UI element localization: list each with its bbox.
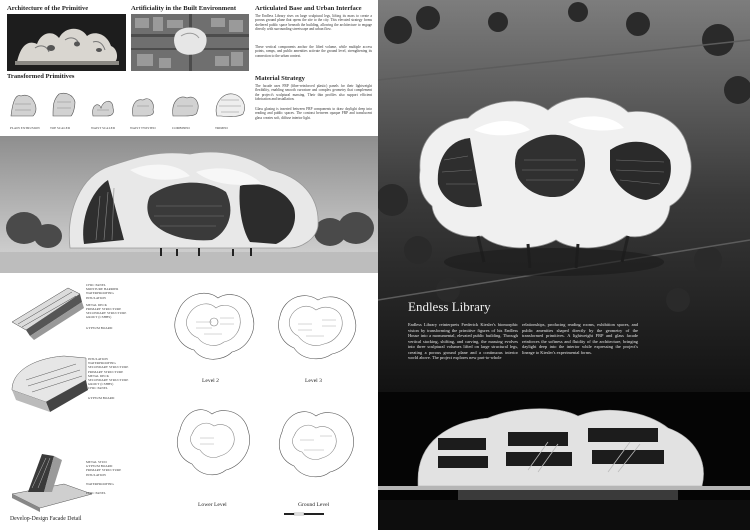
detail-1-label: METAL DECK [86, 302, 108, 307]
detail-3-label: PRIMARY STRUCTURE [86, 468, 122, 473]
primitive-photo [7, 14, 126, 71]
detail-1-labels [86, 283, 134, 330]
project-description-2: relationships, producing reading rooms, exhibition spaces, and public amenities shaped directly by the geometry of the transformed primitives. A lightweight FRP and glass facade reinforces the softness and fluidity of the architecture, bringing daylight deep into the interior while expressing the project's lineage to Kiesler's experimental forms. [522, 322, 638, 355]
detail-3-labels [86, 460, 134, 495]
detail-1-label: WATERPROOFING [86, 291, 114, 296]
detail-3-label: GYPSUM BOARD [86, 464, 113, 469]
detail-2-label: GYPSUM BOARD [88, 395, 115, 400]
plan-level-3 [270, 286, 364, 366]
material-text-1: The facade uses FRP (fiber-reinforced plastic) panels for their lightweight flexibility, enabling smooth curvature and complex geometry that complement the project's sculptural massing. Their thin profiles also support efficient fabrication and installation. [255, 84, 372, 102]
detail-2-label: WATERPROOFING [88, 361, 116, 366]
detail-2-label: PRIMARY STRUCTURE [88, 369, 124, 374]
project-title: Endless Library [408, 299, 491, 314]
detail-3-label: WATERPROOFING [86, 481, 114, 486]
project-description-1: Endless Library reinterprets Frederick Kiesler's biomorphic vision by transforming the primitive figures of his Endless House into a monumental, elevated public building. Through vertical stacking, shifting, and carving, the massing evolves into three sculptural volumes lifted on large structural legs, creating a porous ground plane and a continuous interior world above. The project explores new part-to-whole [408, 322, 518, 360]
primitive-label-4: WAIST TWISTED [130, 126, 156, 130]
articulated-text-1: The Endless Library rises on large sculptural legs, lifting its mass to create a porous ground plane that opens the site to the city. This elevated strategy forms sheltered public space beneath the building, allowing the architecture to engage directly with surrounding streetscape and urban flow. [255, 14, 372, 32]
detail-3-label: INSULATION [86, 472, 106, 477]
heading-articulated: Articulated Base and Urban Interface [255, 5, 362, 12]
detail-1-label: GROUT (CSHHS) [86, 315, 112, 320]
detail-2-label: CFRC PANEL [88, 386, 108, 391]
label-level-2: Level 2 [202, 378, 219, 384]
primitive-label-6: TRIMED [215, 126, 228, 130]
heading-artificiality: Artificiality in the Built Environment [131, 5, 237, 12]
plan-level-2 [166, 286, 260, 366]
detail-2-label: SECONDARY STRUCTURE [88, 365, 129, 370]
detail-2-label: SECONDARY STRUCTURE [88, 378, 129, 383]
primitive-label-1: PLAIN EXTRUSION [10, 126, 40, 130]
detail-1-label: MOISTURE BARRIER [86, 287, 119, 292]
heading-transformed: Transformed Primitives [7, 73, 75, 80]
facade-detail-3 [8, 450, 98, 512]
heading-material: Material Strategy [255, 75, 305, 82]
scale-bar [284, 512, 324, 518]
articulated-text-2: These vertical components anchor the lifted volume, while multiple access points, ramps, and public amenities activate the ground level, strengthening its connection to the urban context. [255, 45, 372, 58]
detail-1-label: SECONDARY STRUCTURE [86, 311, 127, 316]
detail-2-labels [88, 357, 136, 400]
detail-1-label: PRIMARY STRUCTURE [86, 307, 122, 312]
primitive-label-2: TOP SCALED [50, 126, 71, 130]
primitives-diagram [7, 84, 253, 128]
plan-lower-level [166, 396, 260, 484]
detail-1-label: CFRC PANEL [86, 283, 106, 287]
section-render [378, 392, 750, 530]
detail-1-label: INSULATION [86, 295, 106, 300]
detail-3-label: CFRC PANEL [86, 491, 106, 496]
heading-facade-detail: Develop-Design Facade Detail [10, 516, 82, 522]
label-lower-level: Lower Level [198, 502, 227, 508]
detail-2-label: METAL DECK [88, 373, 110, 378]
exterior-render [0, 136, 378, 273]
right-panel [378, 0, 750, 530]
heading-primitive: Architecture of the Primitive [7, 5, 89, 12]
label-level-3: Level 3 [305, 378, 322, 384]
material-text-2: Glass glazing is inserted between FRP components to draw daylight deep into reading and public spaces. The contrast between opaque FRP and translucent glass creates soft, diffuse interior light. [255, 107, 372, 120]
label-ground-level: Ground Level [298, 502, 330, 508]
detail-1-label: GYPSUM BOARD [86, 325, 113, 330]
plan-ground-level [270, 396, 364, 484]
primitive-label-3: WAIST SCALED [91, 126, 116, 130]
aerial-city-photo [131, 14, 249, 71]
detail-2-label: INSULATION [88, 357, 108, 361]
detail-3-label: METAL STUD [86, 460, 107, 464]
detail-2-label: GROUT (CSHHS) [88, 382, 114, 387]
primitive-label-5: COMBINED [172, 126, 190, 130]
